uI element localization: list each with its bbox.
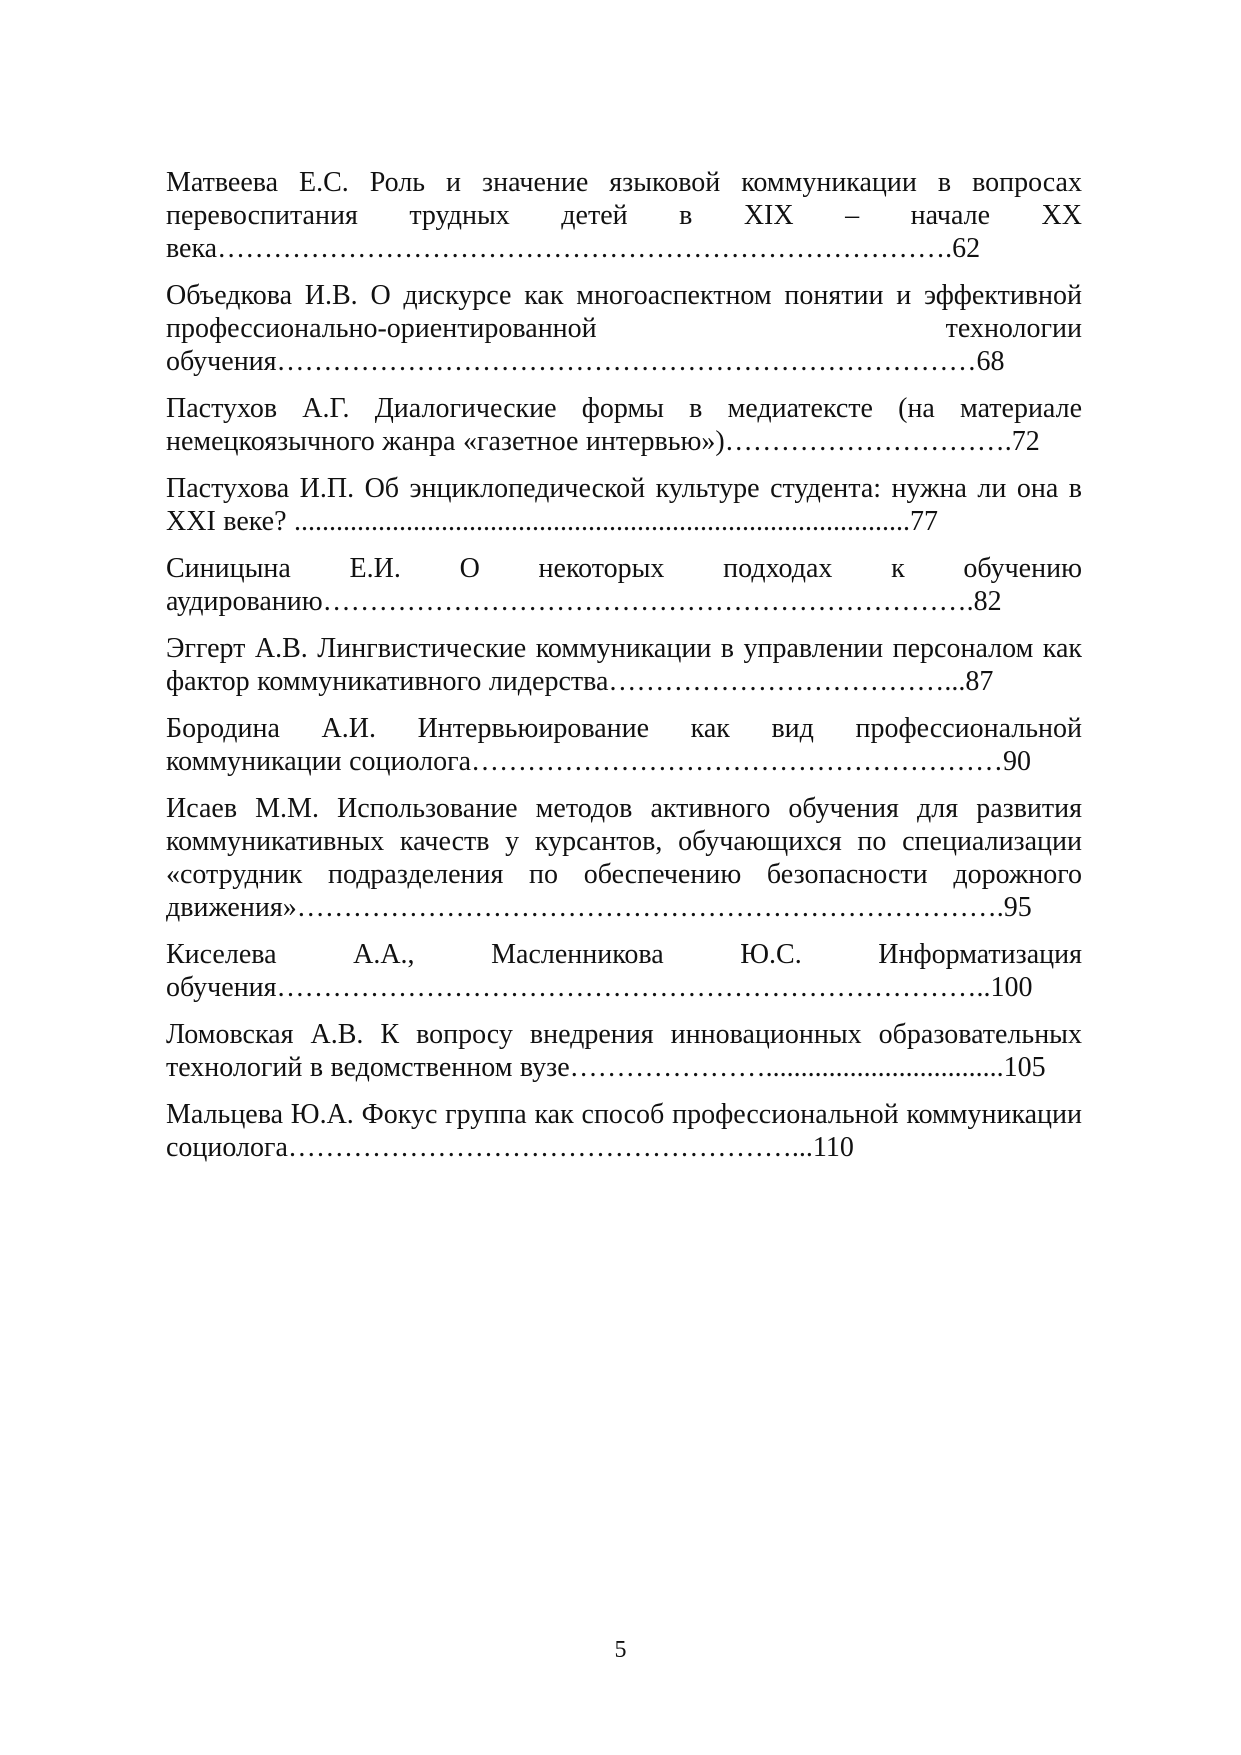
toc-entry-text: Объедкова И.В. О дискурсе как многоаспектном понятии и эффективной профессионально-ориентированной технологии обучения…………………………………………………………………68 xyxy=(166,280,1082,377)
toc-entry xyxy=(166,1098,1082,1164)
toc-entry-text: Пастухова И.П. Об энциклопедической культуре студента: нужна ли она в XXI веке? ........................................................................................77 xyxy=(166,473,1082,537)
toc-entry-text: Матвеева Е.С. Роль и значение языковой коммуникации в вопросах перевоспитания трудных детей в XIX – начале XX века…………………………………………………………………….62 xyxy=(166,167,1082,264)
toc-entry xyxy=(166,1018,1082,1084)
page-number: 5 xyxy=(614,1637,627,1663)
toc-entry xyxy=(166,472,1082,538)
toc-entry-text: Пастухов А.Г. Диалогические формы в медиатексте (на материале немецкоязычного жанра «газетное интервью»)………………………….72 xyxy=(166,393,1082,457)
table-of-contents xyxy=(166,166,1082,1178)
toc-entry xyxy=(166,166,1082,265)
toc-entry-text: Синицына Е.И. О некоторых подходах к обучению аудированию…………………………………………………………….82 xyxy=(166,553,1082,617)
toc-entry xyxy=(166,552,1082,618)
toc-entry-text: Эггерт А.В. Лингвистические коммуникации в управлении персоналом как фактор коммуникативного лидерства………………………………...87 xyxy=(166,633,1082,697)
toc-entry-text: Киселева А.А., Масленникова Ю.С. Информатизация обучения…………………………………………………………………..100 xyxy=(166,939,1082,1003)
toc-entry xyxy=(166,712,1082,778)
toc-entry xyxy=(166,392,1082,458)
toc-entry xyxy=(166,279,1082,378)
toc-entry-text: Мальцева Ю.А. Фокус группа как способ профессиональной коммуникации социолога………………………………………………...110 xyxy=(166,1099,1082,1163)
toc-entry-text: Исаев М.М. Использование методов активного обучения для развития коммуникативных качеств у курсантов, обучающихся по специализации «сотрудник подразделения по обеспечению безопасности дорожного движения»………………………………………………………………….95 xyxy=(166,793,1082,923)
toc-entry xyxy=(166,938,1082,1004)
toc-entry xyxy=(166,792,1082,924)
toc-entry-text: Бородина А.И. Интервьюирование как вид профессиональной коммуникации социолога…………………………………………………90 xyxy=(166,713,1082,777)
toc-entry xyxy=(166,632,1082,698)
toc-entry-text: Ломовская А.В. К вопросу внедрения инновационных образовательных технологий в ведомственном вузе…………………..................................105 xyxy=(166,1019,1082,1083)
